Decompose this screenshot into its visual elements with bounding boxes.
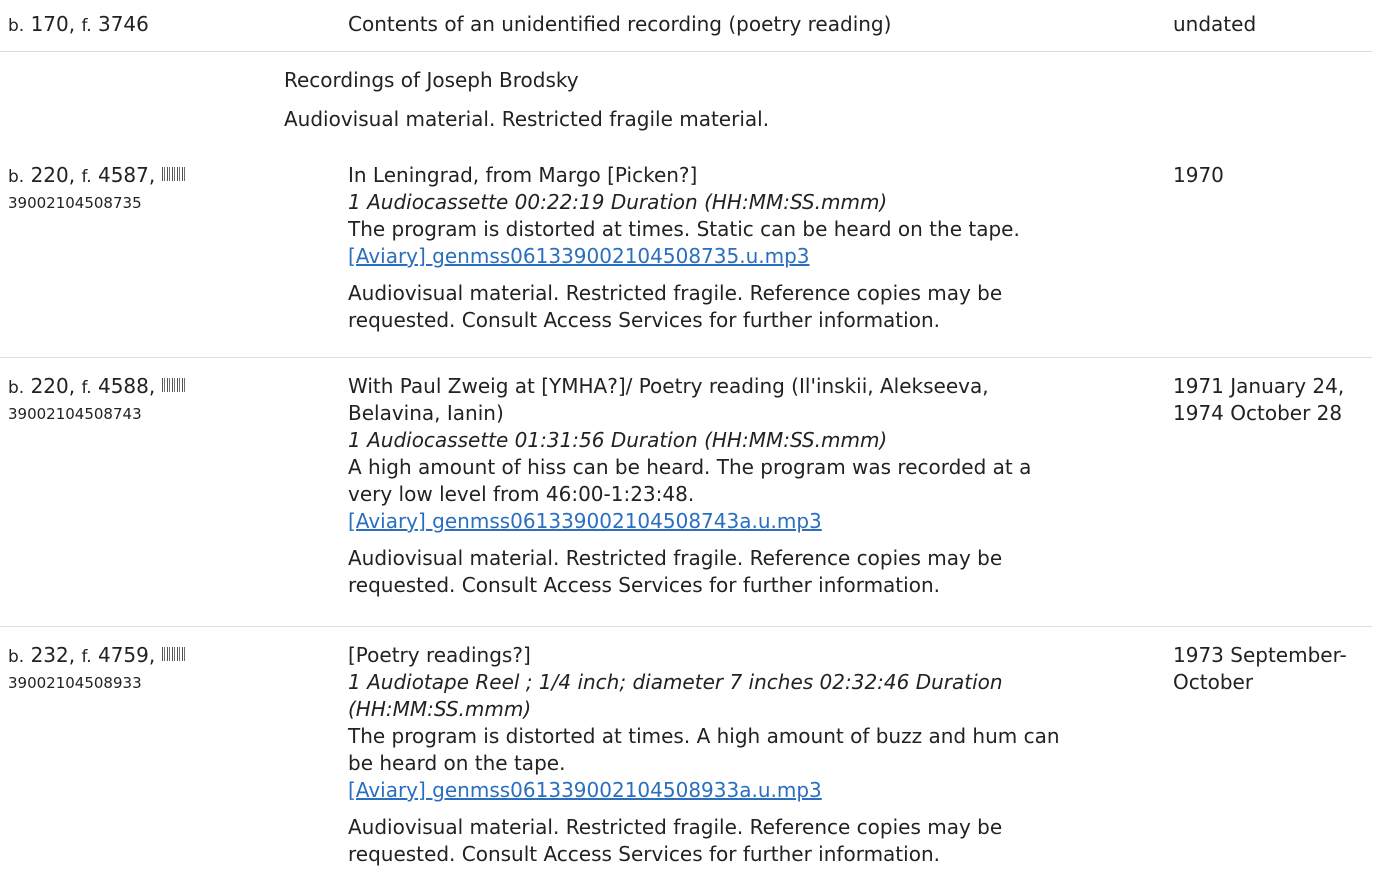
item-note-line: very low level from 46:00-1:23:48. [348, 482, 695, 506]
item-description [348, 373, 1148, 599]
folder-label: f. [81, 647, 92, 667]
item-extent-line: (HH:MM:SS.mmm) [348, 697, 532, 721]
barcode-icon [162, 378, 186, 392]
item-title: [Poetry readings?] [348, 643, 531, 667]
container-location [8, 373, 186, 426]
row-separator [0, 51, 1372, 52]
folder-label: f. [81, 378, 92, 398]
barcode-icon [162, 647, 186, 661]
folder-label: f. [81, 16, 92, 36]
container-location [8, 642, 186, 695]
item-date: undated [1173, 12, 1257, 36]
box-label: b. [8, 647, 25, 667]
folder-number: 3746 [97, 12, 149, 36]
box-number: 170, [30, 12, 76, 36]
aviary-link[interactable]: [Aviary] genmss061339002104508735.u.mp3 [348, 244, 810, 268]
container-location [8, 11, 149, 40]
folder-number: 4759, [97, 643, 156, 667]
access-note [348, 545, 1148, 599]
item-extent-line: 1 Audiotape Reel ; 1/4 inch; diameter 7 inches 02:32:46 Duration [348, 670, 1003, 694]
barcode-number: 39002104508743 [8, 405, 142, 423]
box-number: 232, [30, 643, 76, 667]
aviary-link[interactable]: [Aviary] genmss061339002104508743a.u.mp3 [348, 509, 822, 533]
box-number: 220, [30, 163, 76, 187]
item-description [348, 642, 1148, 868]
item-note-line: A high amount of hiss can be heard. The program was recorded at a [348, 455, 1032, 479]
access-note-line: requested. Consult Access Services for further information. [348, 842, 940, 866]
aviary-link[interactable]: [Aviary] genmss061339002104508933a.u.mp3 [348, 778, 822, 802]
access-note-line: requested. Consult Access Services for further information. [348, 308, 940, 332]
access-note-line: Audiovisual material. Restricted fragile. Reference copies may be [348, 546, 1003, 570]
item-note: The program is distorted at times. Static can be heard on the tape. [348, 217, 1020, 241]
access-note-line: requested. Consult Access Services for further information. [348, 573, 940, 597]
item-date-line: 1973 September- [1173, 643, 1347, 667]
row-separator [0, 357, 1372, 358]
folder-number: 4587, [97, 163, 156, 187]
item-title: In Leningrad, from Margo [Picken?] [348, 163, 698, 187]
access-note [348, 280, 1148, 334]
item-title-line: Belavina, Ianin) [348, 401, 504, 425]
barcode-number: 39002104508735 [8, 194, 142, 212]
item-date [1173, 642, 1373, 696]
item-extent: 1 Audiocassette 01:31:56 Duration (HH:MM:SS.mmm) [348, 428, 888, 452]
item-title: Contents of an unidentified recording (poetry reading) [348, 12, 892, 36]
access-note-line: Audiovisual material. Restricted fragile. Reference copies may be [348, 815, 1003, 839]
item-date-line: 1971 January 24, [1173, 374, 1345, 398]
box-label: b. [8, 167, 25, 187]
box-label: b. [8, 16, 25, 36]
folder-number: 4588, [97, 374, 156, 398]
series-title: Recordings of Joseph Brodsky [284, 68, 579, 92]
item-note-line: The program is distorted at times. A high amount of buzz and hum can [348, 724, 1060, 748]
item-date [1173, 162, 1373, 189]
item-description [348, 162, 1148, 334]
item-date-line: October [1173, 670, 1254, 694]
series-note: Audiovisual material. Restricted fragile material. [284, 107, 770, 131]
container-location [8, 162, 186, 215]
box-number: 220, [30, 374, 76, 398]
item-date-line: 1970 [1173, 163, 1224, 187]
item-extent: 1 Audiocassette 00:22:19 Duration (HH:MM:SS.mmm) [348, 190, 888, 214]
access-note-line: Audiovisual material. Restricted fragile. Reference copies may be [348, 281, 1003, 305]
access-note [348, 814, 1148, 868]
row-separator [0, 626, 1372, 627]
item-title-line: With Paul Zweig at [YMHA?]/ Poetry reading (Il'inskii, Alekseeva, [348, 374, 989, 398]
barcode-number: 39002104508933 [8, 674, 142, 692]
item-note-line: be heard on the tape. [348, 751, 566, 775]
folder-label: f. [81, 167, 92, 187]
item-date [1173, 373, 1373, 427]
barcode-icon [162, 167, 186, 181]
item-date-line: 1974 October 28 [1173, 401, 1343, 425]
box-label: b. [8, 378, 25, 398]
